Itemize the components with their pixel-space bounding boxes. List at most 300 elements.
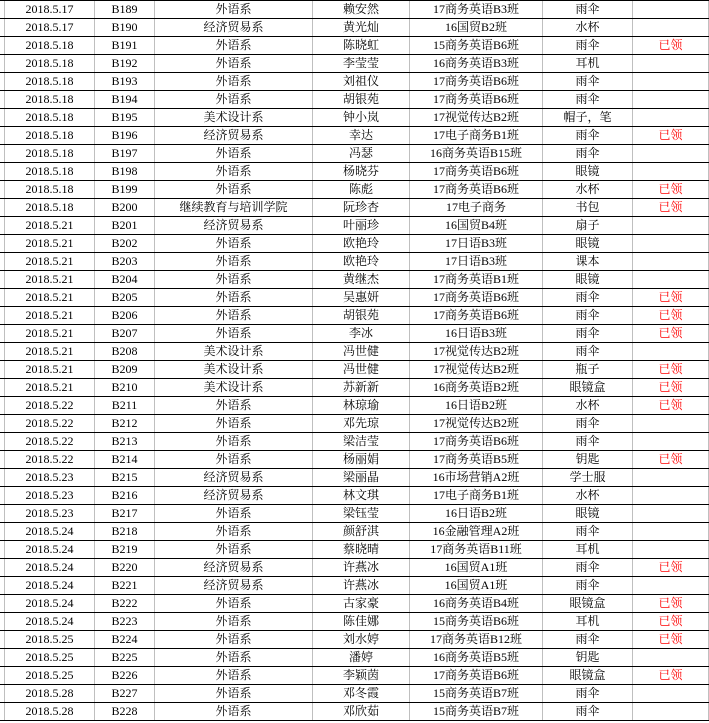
cell-department[interactable]: 外语系 [155, 271, 313, 288]
cell-name[interactable]: 冯世健 [313, 343, 410, 360]
cell-id[interactable]: B226 [95, 667, 155, 684]
cell-item[interactable]: 眼镜 [543, 271, 633, 288]
cell-status[interactable] [633, 73, 709, 90]
cell-id[interactable]: B207 [95, 325, 155, 342]
cell-id[interactable]: B225 [95, 649, 155, 666]
cell-item[interactable]: 水杯 [543, 397, 633, 414]
cell-name[interactable]: 欧艳玲 [313, 235, 410, 252]
cell-status[interactable] [633, 343, 709, 360]
cell-status[interactable]: 已领 [633, 451, 709, 468]
cell-item[interactable]: 眼镜盒 [543, 595, 633, 612]
cell-status[interactable] [633, 577, 709, 594]
cell-name[interactable]: 许燕冰 [313, 559, 410, 576]
cell-date[interactable]: 2018.5.18 [5, 199, 95, 216]
table-row [0, 127, 709, 145]
cell-date[interactable]: 2018.5.28 [5, 685, 95, 702]
cell-class[interactable]: 17商务英语B6班 [410, 163, 543, 180]
cell-date[interactable]: 2018.5.24 [5, 577, 95, 594]
cell-item[interactable]: 水杯 [543, 487, 633, 504]
cell-department[interactable]: 外语系 [155, 145, 313, 162]
cell-department[interactable]: 外语系 [155, 667, 313, 684]
cell-status[interactable] [633, 433, 709, 450]
cell-class[interactable]: 16市场营销A2班 [410, 469, 543, 486]
cell-date[interactable]: 2018.5.21 [5, 217, 95, 234]
cell-id[interactable]: B221 [95, 577, 155, 594]
cell-name[interactable]: 冯世健 [313, 361, 410, 378]
cell-item[interactable]: 雨伞 [543, 91, 633, 108]
cell-item[interactable]: 雨伞 [543, 325, 633, 342]
cell-date[interactable]: 2018.5.17 [5, 19, 95, 36]
cell-department[interactable]: 外语系 [155, 595, 313, 612]
cell-id[interactable]: B213 [95, 433, 155, 450]
cell-item[interactable]: 眼镜盒 [543, 667, 633, 684]
cell-department[interactable]: 经济贸易系 [155, 19, 313, 36]
cell-date[interactable]: 2018.5.21 [5, 235, 95, 252]
cell-class[interactable]: 17商务英语B6班 [410, 181, 543, 198]
table-row [0, 667, 709, 685]
cell-item[interactable]: 雨伞 [543, 631, 633, 648]
table-row [0, 37, 709, 55]
cell-status[interactable]: 已领 [633, 307, 709, 324]
cell-class[interactable]: 16国贸A1班 [410, 577, 543, 594]
cell-item[interactable]: 学士服 [543, 469, 633, 486]
cell-department[interactable]: 外语系 [155, 415, 313, 432]
cell-item[interactable]: 雨伞 [543, 73, 633, 90]
cell-department[interactable]: 美术设计系 [155, 109, 313, 126]
cell-class[interactable]: 17日语B3班 [410, 235, 543, 252]
cell-id[interactable]: B205 [95, 289, 155, 306]
cell-status[interactable] [633, 253, 709, 270]
cell-status[interactable]: 已领 [633, 37, 709, 54]
cell-id[interactable]: B227 [95, 685, 155, 702]
cell-status[interactable] [633, 523, 709, 540]
cell-class[interactable]: 17电子商务 [410, 199, 543, 216]
cell-department[interactable]: 外语系 [155, 73, 313, 90]
cell-date[interactable]: 2018.5.18 [5, 91, 95, 108]
cell-class[interactable]: 17商务英语B3班 [410, 1, 543, 18]
cell-department[interactable]: 经济贸易系 [155, 127, 313, 144]
cell-id[interactable]: B214 [95, 451, 155, 468]
table-row [0, 685, 709, 703]
cell-item[interactable]: 雨伞 [543, 685, 633, 702]
cell-class[interactable]: 16国贸A1班 [410, 559, 543, 576]
cell-department[interactable]: 外语系 [155, 253, 313, 270]
cell-class[interactable]: 17商务英语B12班 [410, 631, 543, 648]
cell-status[interactable] [633, 271, 709, 288]
cell-item[interactable]: 书包 [543, 199, 633, 216]
cell-date[interactable]: 2018.5.22 [5, 415, 95, 432]
cell-item[interactable]: 课本 [543, 253, 633, 270]
cell-item[interactable]: 帽子，笔 [543, 109, 633, 126]
cell-name[interactable]: 黄光灿 [313, 19, 410, 36]
cell-item[interactable]: 雨伞 [543, 127, 633, 144]
cell-id[interactable]: B220 [95, 559, 155, 576]
cell-status[interactable]: 已领 [633, 289, 709, 306]
cell-id[interactable]: B198 [95, 163, 155, 180]
cell-department[interactable]: 外语系 [155, 685, 313, 702]
table-row [0, 415, 709, 433]
cell-name[interactable]: 刘水婷 [313, 631, 410, 648]
table-row [0, 253, 709, 271]
cell-date[interactable]: 2018.5.21 [5, 289, 95, 306]
cell-id[interactable]: B202 [95, 235, 155, 252]
table-row [0, 559, 709, 577]
cell-date[interactable]: 2018.5.24 [5, 613, 95, 630]
table-row [0, 469, 709, 487]
cell-date[interactable]: 2018.5.18 [5, 163, 95, 180]
cell-date[interactable]: 2018.5.21 [5, 271, 95, 288]
cell-name[interactable]: 陈晓虹 [313, 37, 410, 54]
cell-item[interactable]: 雨伞 [543, 145, 633, 162]
cell-id[interactable]: B215 [95, 469, 155, 486]
cell-item[interactable]: 瓶子 [543, 361, 633, 378]
cell-department[interactable]: 经济贸易系 [155, 217, 313, 234]
cell-name[interactable]: 陈彪 [313, 181, 410, 198]
cell-name[interactable]: 幸达 [313, 127, 410, 144]
cell-department[interactable]: 外语系 [155, 37, 313, 54]
cell-status[interactable] [633, 19, 709, 36]
cell-item[interactable]: 扇子 [543, 217, 633, 234]
cell-department[interactable]: 外语系 [155, 631, 313, 648]
cell-item[interactable]: 雨伞 [543, 703, 633, 720]
cell-name[interactable]: 叶丽珍 [313, 217, 410, 234]
cell-date[interactable]: 2018.5.18 [5, 127, 95, 144]
cell-department[interactable]: 外语系 [155, 181, 313, 198]
cell-id[interactable]: B219 [95, 541, 155, 558]
cell-id[interactable]: B190 [95, 19, 155, 36]
cell-item[interactable]: 眼镜盒 [543, 379, 633, 396]
cell-status[interactable]: 已领 [633, 325, 709, 342]
cell-class[interactable]: 16日语B2班 [410, 397, 543, 414]
cell-status[interactable]: 已领 [633, 361, 709, 378]
cell-item[interactable]: 钥匙 [543, 649, 633, 666]
cell-class[interactable]: 17电子商务B1班 [410, 127, 543, 144]
cell-department[interactable]: 外语系 [155, 235, 313, 252]
cell-department[interactable]: 外语系 [155, 451, 313, 468]
cell-id[interactable]: B193 [95, 73, 155, 90]
cell-name[interactable]: 古家豪 [313, 595, 410, 612]
cell-class[interactable]: 16日语B3班 [410, 325, 543, 342]
cell-id[interactable]: B216 [95, 487, 155, 504]
cell-status[interactable] [633, 649, 709, 666]
cell-name[interactable]: 颜舒淇 [313, 523, 410, 540]
cell-item[interactable]: 眼镜 [543, 235, 633, 252]
cell-department[interactable]: 外语系 [155, 325, 313, 342]
cell-department[interactable]: 外语系 [155, 307, 313, 324]
cell-id[interactable]: B217 [95, 505, 155, 522]
cell-status[interactable]: 已领 [633, 667, 709, 684]
cell-class[interactable]: 17商务英语B6班 [410, 289, 543, 306]
cell-department[interactable]: 外语系 [155, 163, 313, 180]
table-row [0, 289, 709, 307]
cell-class[interactable]: 17日语B3班 [410, 253, 543, 270]
cell-item[interactable]: 雨伞 [543, 577, 633, 594]
cell-department[interactable]: 外语系 [155, 505, 313, 522]
cell-name[interactable]: 胡银苑 [313, 91, 410, 108]
cell-date[interactable]: 2018.5.18 [5, 145, 95, 162]
cell-date[interactable]: 2018.5.23 [5, 487, 95, 504]
cell-date[interactable]: 2018.5.18 [5, 109, 95, 126]
cell-status[interactable]: 已领 [633, 199, 709, 216]
cell-date[interactable]: 2018.5.22 [5, 397, 95, 414]
cell-date[interactable]: 2018.5.18 [5, 55, 95, 72]
cell-id[interactable]: B211 [95, 397, 155, 414]
cell-name[interactable]: 黄继杰 [313, 271, 410, 288]
cell-id[interactable]: B189 [95, 1, 155, 18]
cell-item[interactable]: 耳机 [543, 613, 633, 630]
table-row [0, 361, 709, 379]
cell-item[interactable]: 雨伞 [543, 1, 633, 18]
cell-id[interactable]: B200 [95, 199, 155, 216]
cell-class[interactable]: 15商务英语B6班 [410, 37, 543, 54]
cell-status[interactable]: 已领 [633, 559, 709, 576]
cell-date[interactable]: 2018.5.18 [5, 73, 95, 90]
cell-status[interactable] [633, 55, 709, 72]
cell-id[interactable]: B199 [95, 181, 155, 198]
cell-department[interactable]: 经济贸易系 [155, 559, 313, 576]
cell-date[interactable]: 2018.5.21 [5, 307, 95, 324]
cell-id[interactable]: B196 [95, 127, 155, 144]
cell-date[interactable]: 2018.5.18 [5, 181, 95, 198]
table-row [0, 73, 709, 91]
cell-status[interactable]: 已领 [633, 595, 709, 612]
cell-date[interactable]: 2018.5.25 [5, 667, 95, 684]
cell-status[interactable] [633, 1, 709, 18]
cell-date[interactable]: 2018.5.25 [5, 631, 95, 648]
cell-item[interactable]: 耳机 [543, 541, 633, 558]
cell-name[interactable]: 李冰 [313, 325, 410, 342]
cell-item[interactable]: 雨伞 [543, 37, 633, 54]
cell-class[interactable]: 15商务英语B7班 [410, 703, 543, 720]
cell-class[interactable]: 16国贸B4班 [410, 217, 543, 234]
cell-name[interactable]: 邓冬霞 [313, 685, 410, 702]
cell-name[interactable]: 邓欣茹 [313, 703, 410, 720]
cell-name[interactable]: 许燕冰 [313, 577, 410, 594]
cell-id[interactable]: B195 [95, 109, 155, 126]
cell-id[interactable]: B206 [95, 307, 155, 324]
cell-status[interactable]: 已领 [633, 127, 709, 144]
cell-class[interactable]: 17视觉传达B2班 [410, 361, 543, 378]
cell-department[interactable]: 外语系 [155, 55, 313, 72]
cell-department[interactable]: 外语系 [155, 289, 313, 306]
cell-class[interactable]: 17视觉传达B2班 [410, 343, 543, 360]
cell-class[interactable]: 17商务英语B11班 [410, 541, 543, 558]
cell-name[interactable]: 杨晓芬 [313, 163, 410, 180]
cell-date[interactable]: 2018.5.21 [5, 253, 95, 270]
cell-id[interactable]: B191 [95, 37, 155, 54]
cell-class[interactable]: 17商务英语B6班 [410, 91, 543, 108]
cell-date[interactable]: 2018.5.21 [5, 361, 95, 378]
cell-item[interactable]: 雨伞 [543, 559, 633, 576]
cell-department[interactable]: 外语系 [155, 613, 313, 630]
cell-department[interactable]: 经济贸易系 [155, 469, 313, 486]
cell-class[interactable]: 15商务英语B7班 [410, 685, 543, 702]
cell-department[interactable]: 外语系 [155, 91, 313, 108]
cell-status[interactable]: 已领 [633, 613, 709, 630]
cell-id[interactable]: B197 [95, 145, 155, 162]
cell-class[interactable]: 16商务英语B4班 [410, 595, 543, 612]
cell-item[interactable]: 钥匙 [543, 451, 633, 468]
cell-item[interactable]: 雨伞 [543, 343, 633, 360]
cell-class[interactable]: 15商务英语B6班 [410, 613, 543, 630]
cell-class[interactable]: 17视觉传达B2班 [410, 109, 543, 126]
cell-status[interactable] [633, 415, 709, 432]
cell-item[interactable]: 雨伞 [543, 415, 633, 432]
cell-status[interactable]: 已领 [633, 631, 709, 648]
cell-department[interactable]: 美术设计系 [155, 361, 313, 378]
cell-class[interactable]: 17商务英语B6班 [410, 433, 543, 450]
cell-class[interactable]: 16金融管理A2班 [410, 523, 543, 540]
cell-name[interactable]: 杨丽娟 [313, 451, 410, 468]
cell-status[interactable] [633, 163, 709, 180]
cell-name[interactable]: 蔡晓晴 [313, 541, 410, 558]
cell-date[interactable]: 2018.5.24 [5, 523, 95, 540]
cell-name[interactable]: 陈佳娜 [313, 613, 410, 630]
cell-department[interactable]: 美术设计系 [155, 379, 313, 396]
cell-name[interactable]: 阮珍杏 [313, 199, 410, 216]
cell-status[interactable] [633, 235, 709, 252]
cell-status[interactable] [633, 541, 709, 558]
table-row [0, 55, 709, 73]
cell-department[interactable]: 外语系 [155, 703, 313, 720]
cell-date[interactable]: 2018.5.25 [5, 649, 95, 666]
cell-name[interactable]: 李莹莹 [313, 55, 410, 72]
cell-class[interactable]: 17商务英语B1班 [410, 271, 543, 288]
table-row [0, 595, 709, 613]
cell-name[interactable]: 梁钰莹 [313, 505, 410, 522]
cell-item[interactable]: 雨伞 [543, 307, 633, 324]
cell-class[interactable]: 16日语B2班 [410, 505, 543, 522]
cell-status[interactable] [633, 91, 709, 108]
cell-date[interactable]: 2018.5.21 [5, 379, 95, 396]
cell-date[interactable]: 2018.5.24 [5, 595, 95, 612]
cell-class[interactable]: 16商务英语B3班 [410, 55, 543, 72]
cell-id[interactable]: B192 [95, 55, 155, 72]
cell-id[interactable]: B228 [95, 703, 155, 720]
table-row [0, 217, 709, 235]
cell-date[interactable]: 2018.5.24 [5, 541, 95, 558]
cell-id[interactable]: B209 [95, 361, 155, 378]
cell-department[interactable]: 外语系 [155, 1, 313, 18]
cell-item[interactable]: 雨伞 [543, 289, 633, 306]
cell-date[interactable]: 2018.5.21 [5, 325, 95, 342]
cell-name[interactable]: 苏新新 [313, 379, 410, 396]
cell-class[interactable]: 16商务英语B5班 [410, 649, 543, 666]
cell-name[interactable]: 林文琪 [313, 487, 410, 504]
cell-date[interactable]: 2018.5.18 [5, 37, 95, 54]
cell-department[interactable]: 外语系 [155, 523, 313, 540]
cell-class[interactable]: 17视觉传达B2班 [410, 415, 543, 432]
cell-name[interactable]: 潘婷 [313, 649, 410, 666]
cell-item[interactable]: 眼镜 [543, 163, 633, 180]
cell-status[interactable] [633, 487, 709, 504]
cell-department[interactable]: 美术设计系 [155, 343, 313, 360]
cell-class[interactable]: 17商务英语B6班 [410, 307, 543, 324]
cell-class[interactable]: 16商务英语B15班 [410, 145, 543, 162]
cell-department[interactable]: 外语系 [155, 649, 313, 666]
cell-name[interactable]: 林琼瑜 [313, 397, 410, 414]
cell-status[interactable] [633, 217, 709, 234]
cell-status[interactable] [633, 109, 709, 126]
cell-name[interactable]: 邓先琼 [313, 415, 410, 432]
table-row [0, 271, 709, 289]
cell-id[interactable]: B218 [95, 523, 155, 540]
cell-name[interactable]: 梁洁莹 [313, 433, 410, 450]
cell-class[interactable]: 17电子商务B1班 [410, 487, 543, 504]
cell-id[interactable]: B210 [95, 379, 155, 396]
cell-date[interactable]: 2018.5.23 [5, 505, 95, 522]
cell-item[interactable]: 雨伞 [543, 433, 633, 450]
cell-item[interactable]: 眼镜 [543, 505, 633, 522]
cell-item[interactable]: 耳机 [543, 55, 633, 72]
cell-name[interactable]: 胡银苑 [313, 307, 410, 324]
cell-status[interactable] [633, 145, 709, 162]
cell-item[interactable]: 水杯 [543, 181, 633, 198]
cell-id[interactable]: B222 [95, 595, 155, 612]
cell-name[interactable]: 赖安然 [313, 1, 410, 18]
table-row [0, 19, 709, 37]
cell-date[interactable]: 2018.5.23 [5, 469, 95, 486]
cell-status[interactable]: 已领 [633, 397, 709, 414]
cell-status[interactable] [633, 685, 709, 702]
cell-department[interactable]: 外语系 [155, 541, 313, 558]
cell-department[interactable]: 外语系 [155, 397, 313, 414]
cell-id[interactable]: B223 [95, 613, 155, 630]
cell-date[interactable]: 2018.5.17 [5, 1, 95, 18]
cell-department[interactable]: 继续教育与培训学院 [155, 199, 313, 216]
cell-status[interactable]: 已领 [633, 379, 709, 396]
cell-date[interactable]: 2018.5.22 [5, 433, 95, 450]
cell-status[interactable] [633, 469, 709, 486]
cell-item[interactable]: 水杯 [543, 19, 633, 36]
cell-name[interactable]: 刘祖仪 [313, 73, 410, 90]
cell-status[interactable] [633, 505, 709, 522]
cell-id[interactable]: B203 [95, 253, 155, 270]
cell-name[interactable]: 欧艳玲 [313, 253, 410, 270]
cell-id[interactable]: B194 [95, 91, 155, 108]
table-row [0, 613, 709, 631]
cell-name[interactable]: 梁丽晶 [313, 469, 410, 486]
cell-date[interactable]: 2018.5.28 [5, 703, 95, 720]
cell-name[interactable]: 冯瑟 [313, 145, 410, 162]
cell-date[interactable]: 2018.5.24 [5, 559, 95, 576]
cell-id[interactable]: B208 [95, 343, 155, 360]
cell-class[interactable]: 16国贸B2班 [410, 19, 543, 36]
cell-id[interactable]: B212 [95, 415, 155, 432]
cell-id[interactable]: B204 [95, 271, 155, 288]
cell-id[interactable]: B201 [95, 217, 155, 234]
cell-class[interactable]: 17商务英语B6班 [410, 73, 543, 90]
table-row [0, 577, 709, 595]
cell-class[interactable]: 17商务英语B6班 [410, 667, 543, 684]
cell-status[interactable] [633, 703, 709, 720]
cell-name[interactable]: 吴惠妍 [313, 289, 410, 306]
cell-name[interactable]: 钟小岚 [313, 109, 410, 126]
cell-name[interactable]: 李颖茵 [313, 667, 410, 684]
cell-status[interactable]: 已领 [633, 181, 709, 198]
cell-item[interactable]: 雨伞 [543, 523, 633, 540]
cell-class[interactable]: 17商务英语B5班 [410, 451, 543, 468]
cell-class[interactable]: 16商务英语B2班 [410, 379, 543, 396]
cell-department[interactable]: 经济贸易系 [155, 577, 313, 594]
cell-date[interactable]: 2018.5.21 [5, 343, 95, 360]
cell-department[interactable]: 经济贸易系 [155, 487, 313, 504]
cell-department[interactable]: 外语系 [155, 433, 313, 450]
cell-id[interactable]: B224 [95, 631, 155, 648]
cell-date[interactable]: 2018.5.22 [5, 451, 95, 468]
table-row [0, 487, 709, 505]
table-row [0, 1, 709, 19]
